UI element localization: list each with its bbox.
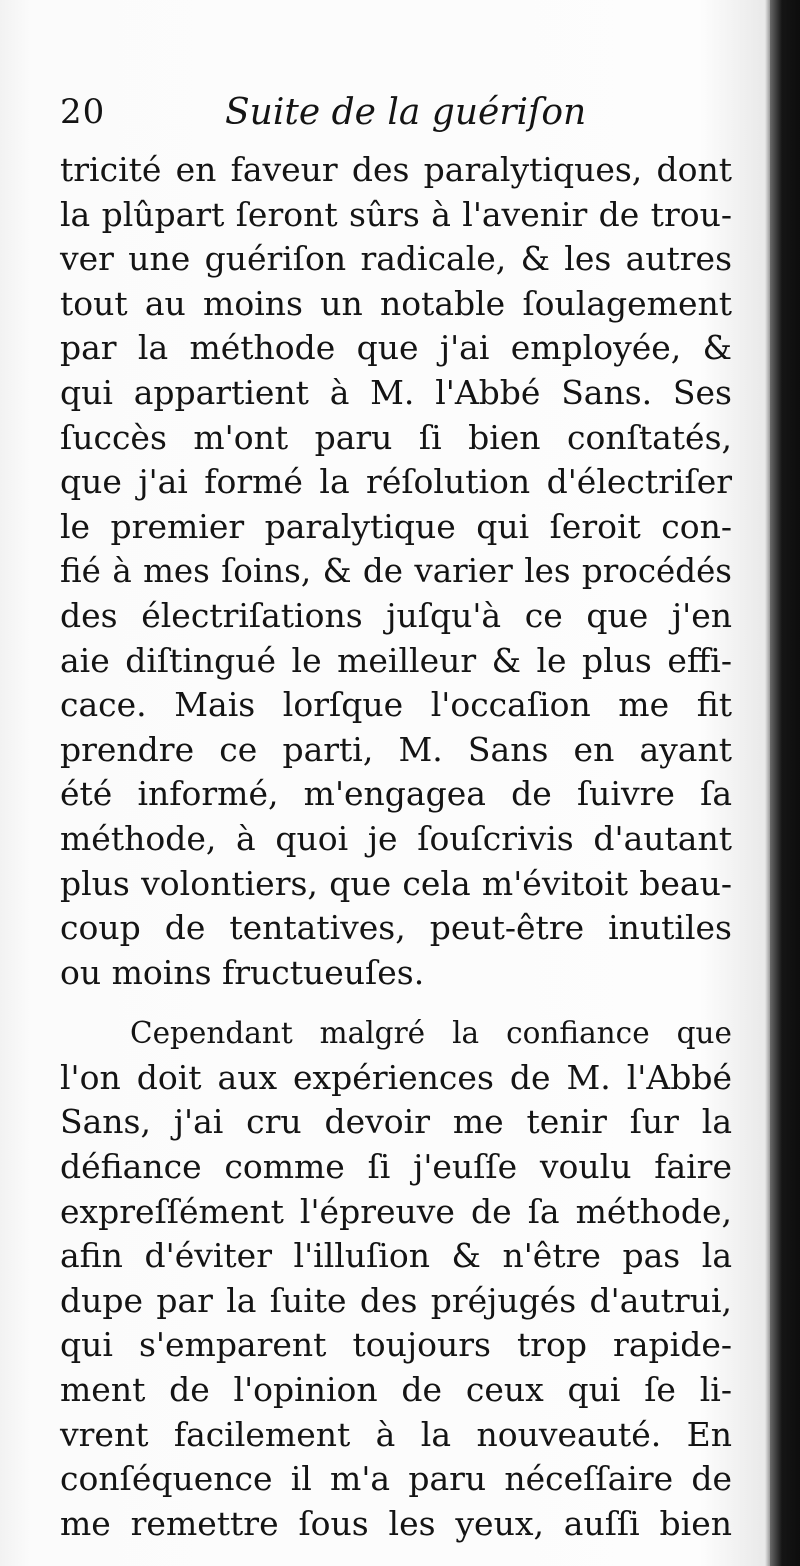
paragraph-gap bbox=[60, 995, 732, 1011]
text-line: ou moins fructueuſes. bbox=[60, 952, 425, 992]
text-line: aie diſtingué le meilleur & le plus effi- bbox=[60, 640, 732, 680]
text-line: me remettre ſous les yeux, auſſi bien bbox=[60, 1503, 732, 1543]
text-line: des électriſations juſqu'à ce que j'en bbox=[60, 595, 732, 635]
page-body bbox=[60, 148, 732, 1546]
text-line: été informé, m'engagea de ſuivre ſa bbox=[60, 774, 732, 814]
text-line: Sans, j'ai cru devoir me tenir ſur la bbox=[60, 1102, 732, 1142]
text-line: la plûpart ſeront sûrs à l'avenir de trou- bbox=[60, 194, 732, 234]
text-line: défiance comme ſi j'euſſe voulu faire bbox=[60, 1147, 732, 1187]
text-line: tricité en faveur des paralytiques, dont bbox=[60, 150, 732, 189]
text-line: ment de l'opinion de ceux qui ſe li- bbox=[60, 1370, 732, 1410]
text-line: l'on doit aux expériences de M. l'Abbé bbox=[60, 1057, 732, 1097]
text-line: ver une guériſon radicale, & les autres bbox=[60, 239, 732, 279]
text-line: par la méthode que j'ai employée, & bbox=[60, 328, 732, 368]
text-line: coup de tentatives, peut-être inutiles bbox=[60, 908, 732, 948]
text-line: qui s'emparent toujours trop rapide- bbox=[60, 1325, 732, 1365]
text-line: Cependant malgré la confiance que bbox=[130, 1016, 732, 1051]
page-header bbox=[60, 92, 740, 142]
text-line: expreſſément l'épreuve de ſa méthode, bbox=[60, 1191, 732, 1231]
text-line: cace. Mais lorſque l'occaſion me fit bbox=[60, 685, 732, 725]
running-head: Suite de la guériſon bbox=[225, 92, 587, 133]
text-line: que j'ai formé la réſolution d'électriſer bbox=[60, 462, 732, 502]
text-line: dupe par la ſuite des préjugés d'autrui, bbox=[60, 1280, 732, 1320]
text-line: vrent facilement à la nouveauté. En bbox=[60, 1414, 732, 1454]
text-line: conſéquence il m'a paru néceſſaire de bbox=[60, 1459, 732, 1499]
book-gutter-shadow bbox=[770, 0, 800, 1566]
paragraph-2 bbox=[60, 1011, 732, 1546]
text-line: tout au moins un notable ſoulagement bbox=[60, 283, 732, 323]
page-number: 20 bbox=[60, 92, 106, 132]
text-line: méthode, à quoi je ſouſcrivis d'autant bbox=[60, 818, 732, 858]
text-line: le premier paralytique qui ſeroit con- bbox=[60, 506, 732, 546]
text-line: prendre ce parti, M. Sans en ayant bbox=[60, 729, 732, 769]
text-line: plus volontiers, que cela m'évitoit beau- bbox=[60, 863, 732, 903]
text-line: ſuccès m'ont paru ſi bien conſtatés, bbox=[60, 417, 732, 457]
paragraph-1 bbox=[60, 148, 732, 995]
text-line: qui appartient à M. l'Abbé Sans. Ses bbox=[60, 372, 732, 412]
text-line: afin d'éviter l'illuſion & n'être pas la bbox=[60, 1236, 732, 1276]
text-line: fié à mes ſoins, & de varier les procédés bbox=[60, 552, 732, 591]
